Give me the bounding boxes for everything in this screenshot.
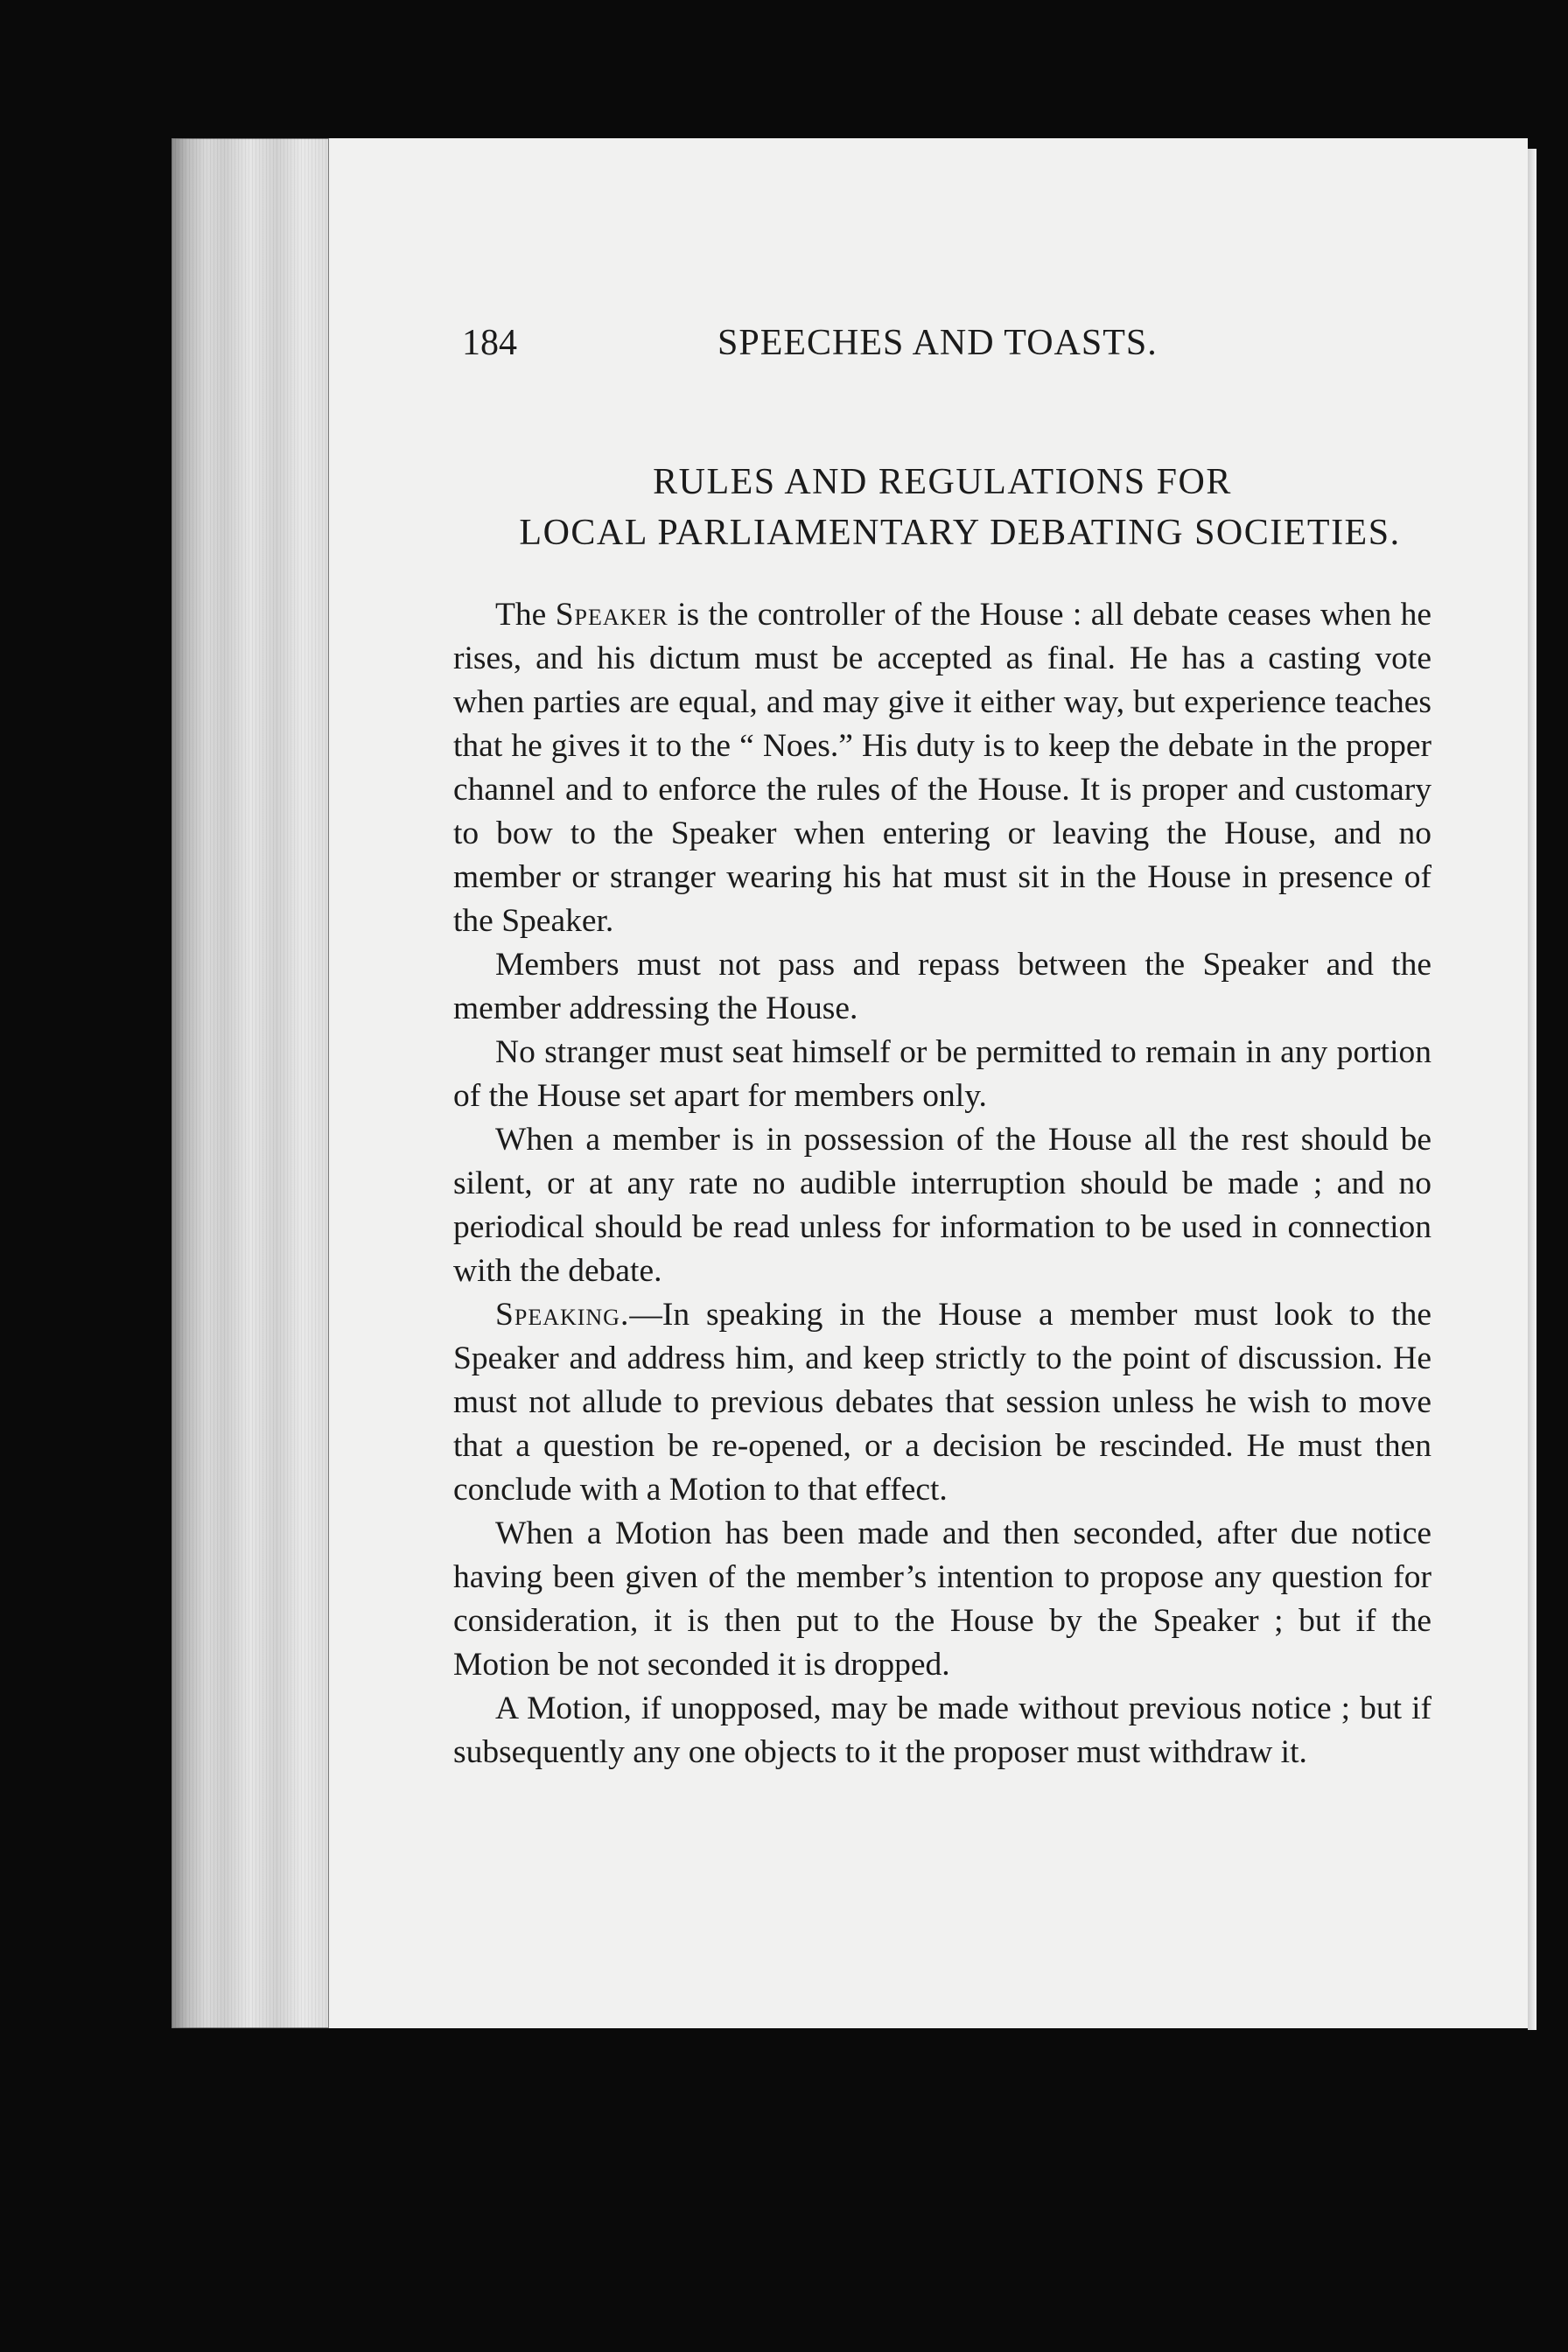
paragraph-possession: When a member is in possession of the House all the rest should be silent, or at any rate no audible interruption should be made ; and no periodical should be read unless for information to be used in connection with the debate.: [453, 1122, 1432, 1289]
paragraph-stranger: No stranger must seat himself or be permitted to remain in any portion of the House set apart for members only.: [453, 1034, 1432, 1114]
text-block: [453, 322, 1432, 1774]
paragraph-unopposed: A Motion, if unopposed, may be made without previous notice ; but if subsequently any one objects to it the proposer must withdraw it.: [453, 1690, 1432, 1770]
paragraph-members: Members must not pass and repass between the Speaker and the member addressing the House.: [453, 947, 1432, 1026]
speaking-smallcaps: Speaking.: [495, 1297, 630, 1333]
paragraph-speaking: [453, 1293, 1432, 1512]
section-heading: [453, 457, 1432, 558]
page-edges: [172, 138, 329, 2028]
running-title: SPEECHES AND TOASTS.: [718, 323, 1158, 363]
speaker-smallcaps: Speaker: [555, 597, 668, 633]
paragraph-text: is the controller of the House : all debate ceases when he rises, and his dictum must be accepted as final. He has a casting vote when parties are equal, and may give it either way, but experience teaches that he gives it to the “ Noes.” His duty is to keep the debate in the proper channel and to enforce the rules of the House. It is proper and customary to bow to the Speaker when entering or leaving the House, and no member or stranger wearing his hat must sit in the House in presence of the Speaker.: [453, 597, 1432, 939]
heading-line-1: RULES AND REGULATIONS FOR: [653, 462, 1232, 502]
paragraph-text: —In speaking in the House a member must look to the Speaker and address him, and keep strictly to the point of discussion. He must not allude to previous debates that session unless he wish to move that a question be re-opened, or a decision be rescinded. He must then conclude with a Motion to that effect.: [453, 1297, 1432, 1508]
paragraph-speaker: [453, 593, 1432, 943]
facing-page-edge: [1528, 149, 1536, 2030]
paragraph-lead: The: [495, 597, 556, 633]
running-head: [453, 322, 1432, 374]
heading-line-2: LOCAL PARLIAMENTARY DEBATING SOCIETIES.: [519, 513, 1401, 553]
paragraph-motion: When a Motion has been made and then seconded, after due notice having been given of the member’s intention to propose any question for consideration, it is then put to the House by the Speaker ; but if the Motion be not seconded it is dropped.: [453, 1516, 1432, 1683]
page-number: 184: [462, 323, 517, 363]
body-text: [453, 593, 1432, 1774]
